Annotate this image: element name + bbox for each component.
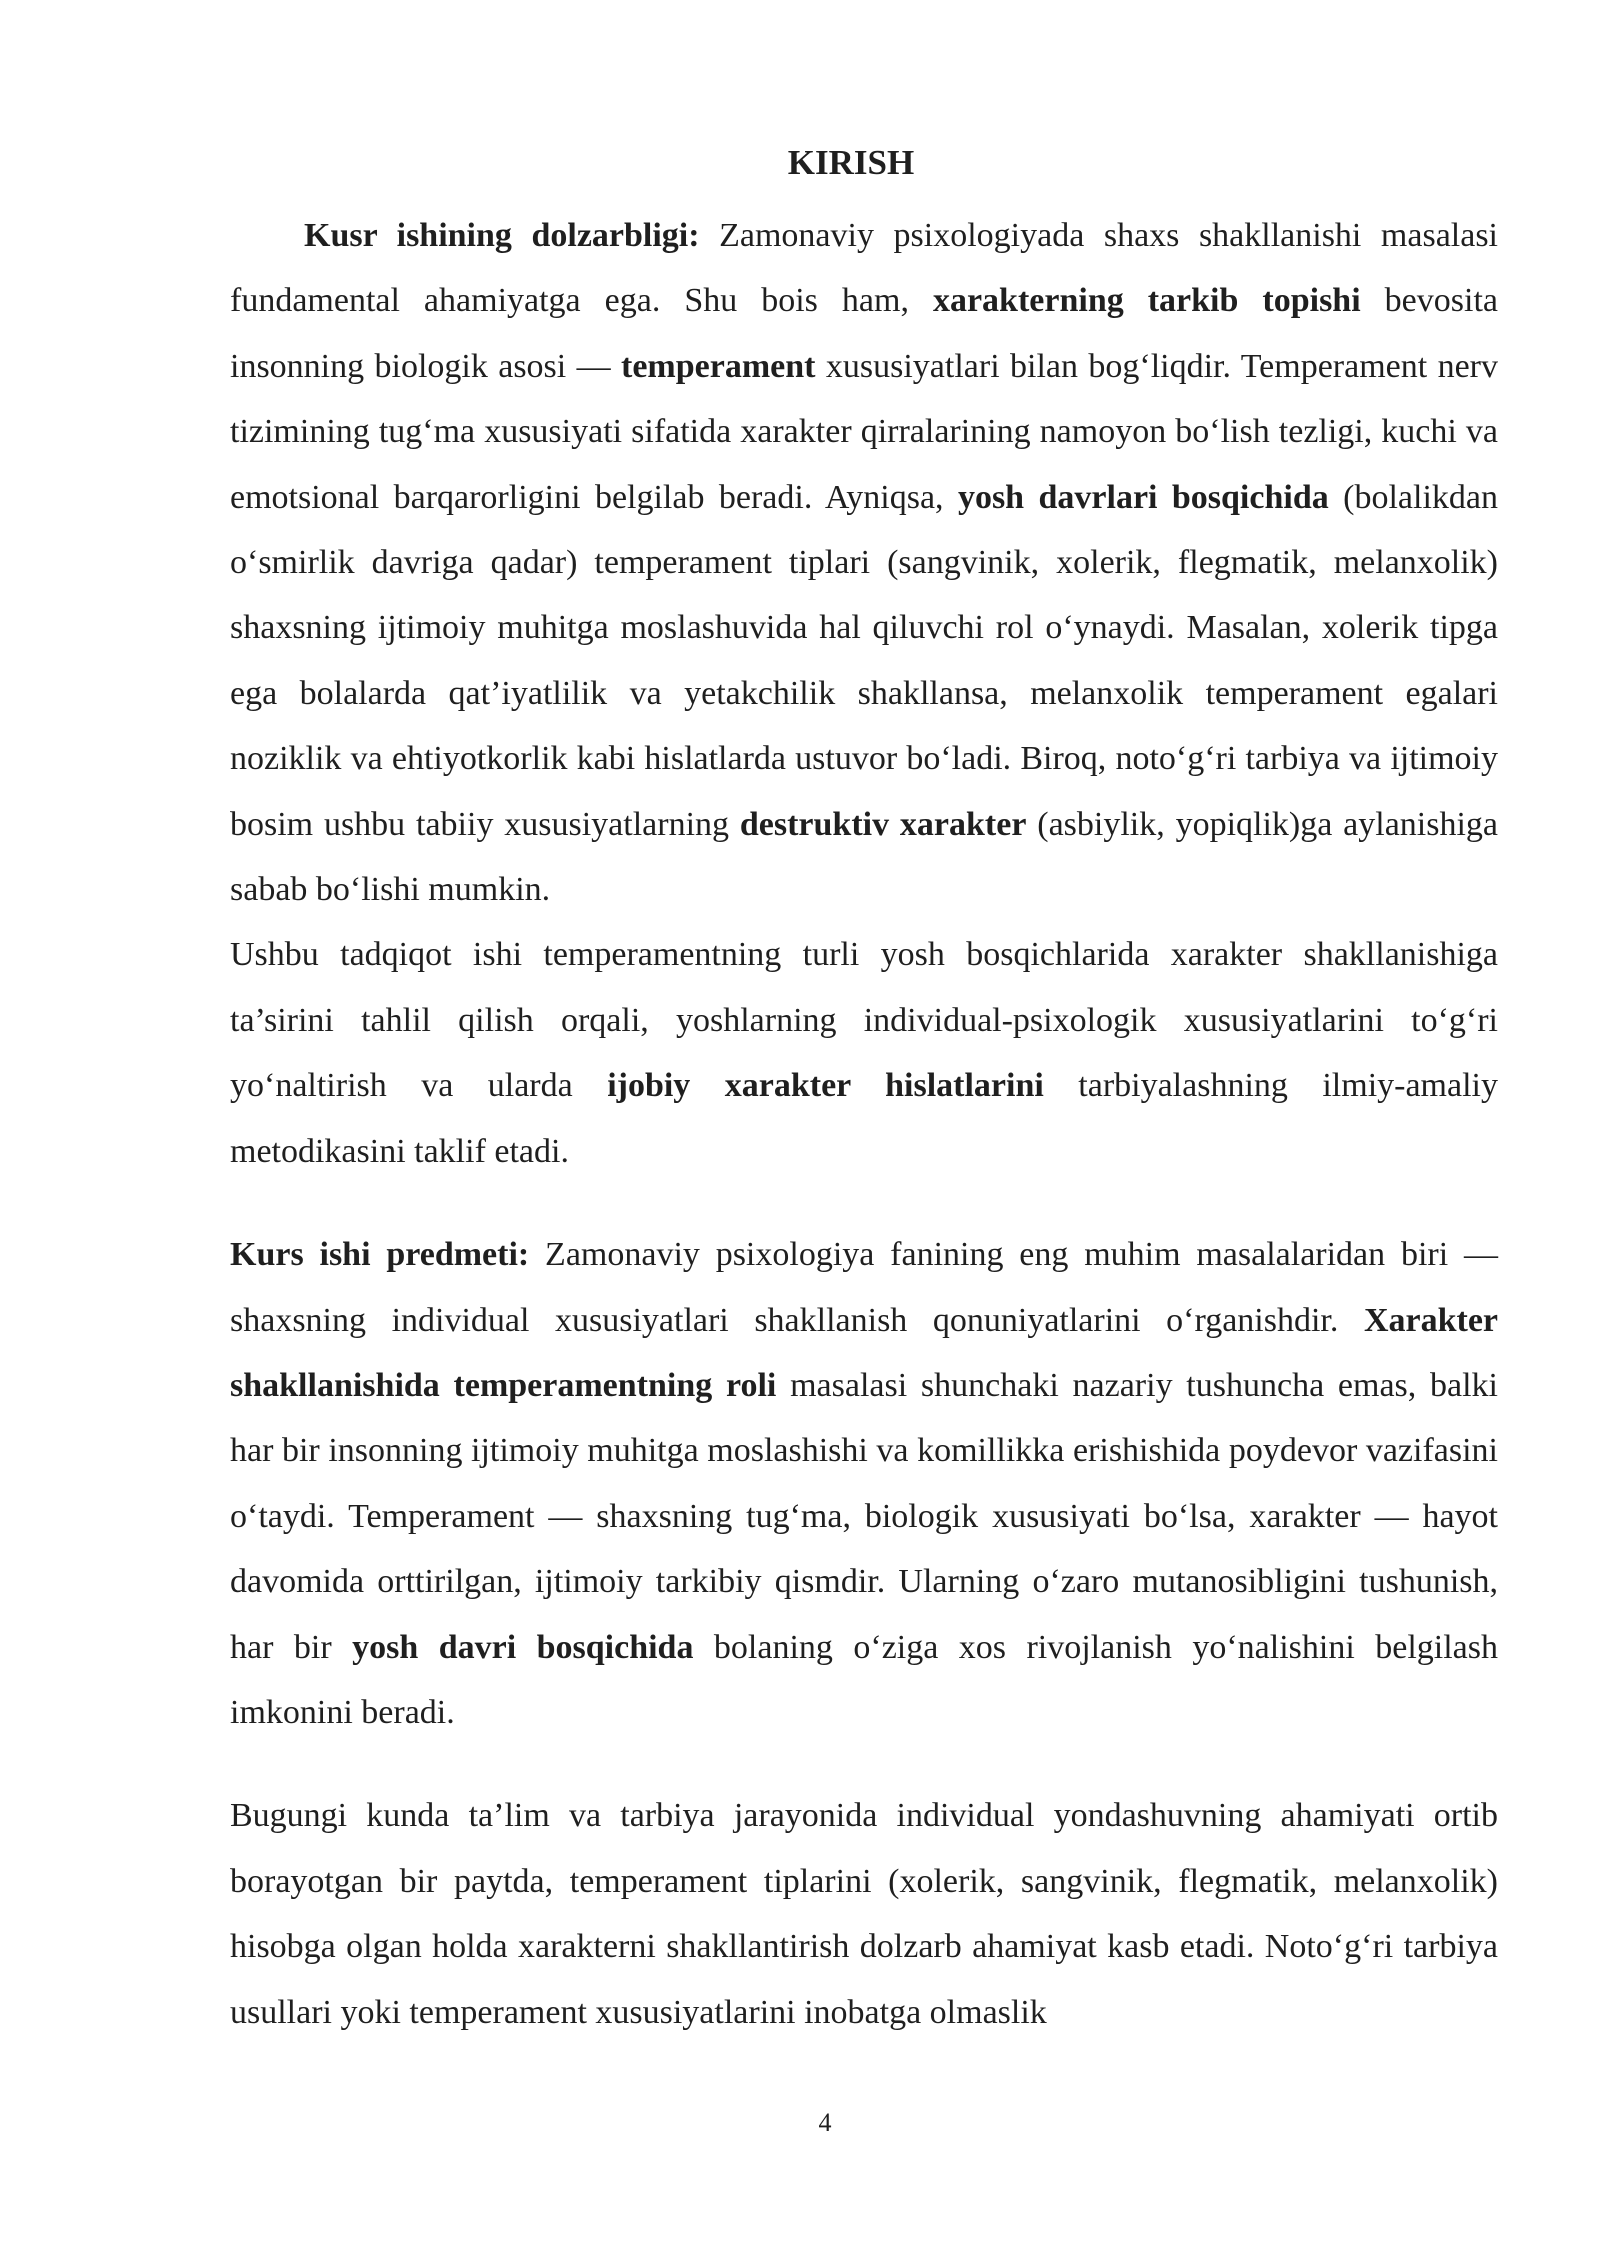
text-span: masalasi shunchaki nazariy tushuncha emas, balki har bir insonning ijtimoiy muhitga moslashishi va komillikka erishishida poydevor vazifasini o‘taydi. Temperament — shaxsning tug‘ma, biologik xususiyati bo‘lsa, xarakter — hayot davomida orttirilgan, ijtimoiy tarkibiy qismdir. Ularning o‘zaro mutanosibligini tushunish, har bir xyxy=(230,1366,1498,1666)
text-span: bevosita insonning biologik asosi — xyxy=(230,282,1498,385)
bold-term: ijobiy xarakter hislatlarini xyxy=(607,1067,1044,1105)
text-span: bolaning o‘ziga xos rivojlanish yo‘nalishini belgilash imkonini beradi. xyxy=(230,1628,1498,1731)
paragraph-today xyxy=(230,1783,1498,2045)
bold-term: Xarakter shakllanishida temperamentning roli xyxy=(230,1301,1498,1404)
paragraph-research-aim xyxy=(230,922,1498,1184)
bold-term: yosh davri bosqichida xyxy=(352,1628,694,1666)
bold-term: xarakterning tarkib topishi xyxy=(932,282,1361,320)
paragraph-subject xyxy=(230,1222,1498,1745)
page-title: KIRISH xyxy=(787,143,915,182)
text-span: (bolalikdan o‘smirlik davriga qadar) temperament tiplari (sangvinik, xolerik, flegmatik, melanxolik) shaxsning ijtimoiy muhitga moslashuvida hal qiluvchi rol o‘ynaydi. Masalan, xolerik tipga ega bolalarda qat’iyatlilik va yetakchilik shakllansa, melanxolik temperament egalari noziklik va ehtiyotkorlik kabi hislatlarda ustuvor bo‘ladi. Biroq, noto‘g‘ri tarbiya va ijtimoiy bosim ushbu tabiiy xususiyatlarning xyxy=(230,478,1498,843)
bold-term: temperament xyxy=(621,347,816,385)
text-span: tarbiyalashning ilmiy-amaliy metodikasini taklif etadi. xyxy=(230,1067,1498,1170)
page-number: 4 xyxy=(818,2108,832,2137)
paragraph-relevance xyxy=(230,203,1498,922)
text-span: Bugungi kunda ta’lim va tarbiya jarayonida individual yondashuvning ahamiyati ortib borayotgan bir paytda, temperament tiplarini (xolerik, sangvinik, flegmatik, melanxolik) hisobga olgan holda xarakterni shakllantirish dolzarb ahamiyat kasb etadi. Noto‘g‘ri tarbiya usullari yoki temperament xususiyatlarini inobatga olmaslik xyxy=(230,1797,1498,2031)
bold-term: yosh davrlari bosqichida xyxy=(957,478,1329,516)
text-span: (asbiylik, yopiqlik)ga aylanishiga sabab bo‘lishi mumkin. xyxy=(230,805,1498,909)
text-span: Ushbu tadqiqot ishi temperamentning turli yosh bosqichlarida xarakter shakllanishiga ta’sirini tahlil qilish orqali, yoshlarning individual-psixologik xususiyatlarini to‘g‘ri yo‘naltirish va ularda xyxy=(230,936,1498,1105)
document-page xyxy=(230,138,1498,2045)
text-span: xususiyatlari bilan bog‘liqdir. Temperament nerv tizimining tug‘ma xususiyati sifatida xarakter qirralarining namoyon bo‘lish tezligi, kuchi va emotsional barqarorligini belgilab beradi. Ayniqsa, xyxy=(230,347,1498,516)
text-span: Zamonaviy psixologiya fanining eng muhim masalalaridan biri — shaxsning individual xususiyatlari shakllanish qonuniyatlarini o‘rganishdir. xyxy=(230,1236,1498,1339)
text-span: Zamonaviy psixologiyada shaxs shakllanishi masalasi fundamental ahamiyatga ega. Shu bois ham, xyxy=(230,217,1498,320)
heading-subject: Kurs ishi predmeti: xyxy=(230,1236,530,1274)
bold-term: destruktiv xarakter xyxy=(739,805,1027,843)
heading-relevance: Kusr ishining dolzarbligi: xyxy=(304,217,700,254)
